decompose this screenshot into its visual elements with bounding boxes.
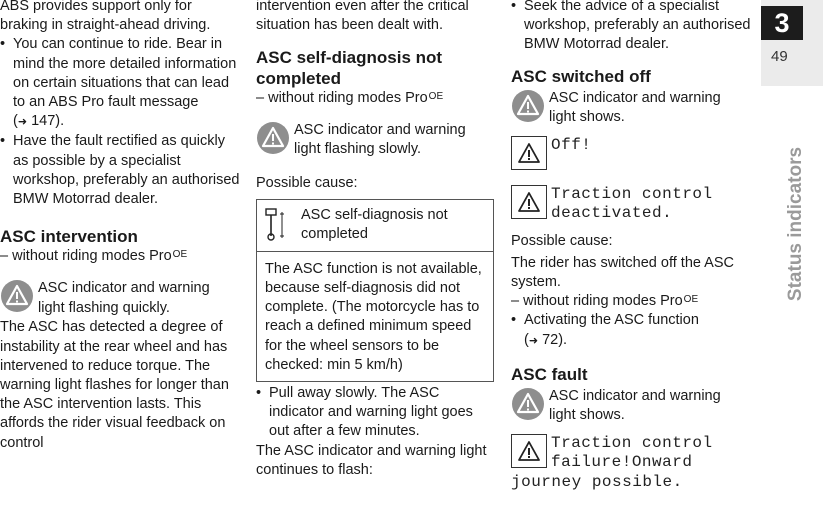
section-heading: ASC self-diagnosis not completed bbox=[256, 48, 443, 89]
display-text: Off! bbox=[551, 135, 592, 154]
possible-cause-label: Possible cause: bbox=[511, 232, 613, 249]
cause-table bbox=[256, 199, 494, 382]
indicator-row bbox=[511, 89, 751, 128]
indicator-text: ASC indicator and warning light flashing quickly. bbox=[38, 280, 210, 316]
indicator-text: ASC indicator and warning light shows. bbox=[549, 89, 721, 125]
table-title: ASC self-diagnosis not completed bbox=[301, 206, 448, 243]
arrow-icon: ➜ bbox=[528, 334, 539, 347]
arrow-icon: ➜ bbox=[17, 116, 28, 129]
warning-triangle-icon bbox=[511, 387, 545, 426]
display-text: journey possible. bbox=[511, 472, 683, 491]
body-text: The ASC indicator and warning light continues to flash: bbox=[256, 442, 487, 478]
display-message bbox=[511, 434, 751, 492]
indicator-text: ASC indicator and warning light flashing slowly. bbox=[294, 121, 466, 157]
display-text: Traction control deactivated. bbox=[551, 184, 713, 222]
chapter-number: 3 bbox=[761, 6, 803, 40]
section-heading: ASC fault bbox=[511, 364, 588, 384]
column-3 bbox=[511, 0, 751, 492]
warning-triangle-icon bbox=[0, 279, 34, 318]
warning-triangle-outline-icon bbox=[511, 434, 547, 473]
display-text: Traction control failure!Onward bbox=[551, 433, 713, 471]
section-heading: ASC switched off bbox=[511, 66, 651, 86]
column-1 bbox=[0, 0, 240, 453]
column-2 bbox=[256, 0, 496, 480]
page-reference[interactable]: (➜ 72). bbox=[524, 331, 568, 348]
body-text: The rider has switched off the ASC system. bbox=[511, 254, 734, 291]
possible-cause-label: Possible cause: bbox=[256, 174, 358, 191]
variant-note: – without riding modes Pro$^{OE}$ bbox=[256, 90, 444, 107]
list-item: • Activating the ASC function (➜ 72). bbox=[511, 311, 751, 350]
variant-note: – without riding modes Pro$^{OE}$ bbox=[0, 248, 188, 265]
indicator-row bbox=[256, 121, 496, 160]
list-item: • Pull away slowly. The ASC indicator and warning light goes out after a few minutes. bbox=[256, 384, 496, 442]
table-row bbox=[257, 200, 493, 252]
list-item: • Seek the advice of a specialist workshop, preferably an authorised BMW Motorrad dealer. bbox=[511, 0, 751, 55]
page-reference[interactable]: (➜ 147). bbox=[13, 113, 65, 130]
warning-triangle-icon bbox=[256, 121, 290, 160]
warning-triangle-outline-icon bbox=[511, 185, 547, 224]
warning-triangle-outline-icon bbox=[511, 136, 547, 175]
variant-note: – without riding modes Pro$^{OE}$ bbox=[511, 293, 699, 310]
indicator-text: ASC indicator and warning light shows. bbox=[549, 387, 721, 424]
list-item: • Have the fault rectified as quickly as possible by a specialist workshop, preferably an authorised BMW Motorrad dealer. bbox=[0, 132, 240, 209]
intro-text: ABS provides support only for braking in straight-ahead driving. bbox=[0, 0, 211, 34]
chapter-side-label: Status indicators bbox=[785, 146, 806, 302]
body-text: The ASC has detected a degree of instability at the rear wheel and has intervened to reduce torque. The warning light flashes for longer than the ASC intervention lasts. This affords the rider visual feedback on control bbox=[0, 319, 229, 451]
indicator-row bbox=[0, 279, 240, 318]
display-message bbox=[511, 136, 751, 175]
list-item: • You can continue to ride. Bear in mind the more detailed information on certain situations that can lead to an ABS Pro fault message (➜ 147). bbox=[0, 35, 240, 132]
section-heading: ASC intervention bbox=[0, 227, 138, 247]
display-message bbox=[511, 185, 751, 224]
page-number: 49 bbox=[771, 48, 788, 65]
warning-triangle-icon bbox=[511, 89, 545, 128]
table-text: The ASC function is not available, because self-diagnosis did not complete. (The motorcycle has to reach a defined minimum speed for the wheel sensors to be checked: min 5 km/h) bbox=[265, 260, 482, 373]
body-text: intervention even after the critical situation has been dealt with. bbox=[256, 0, 469, 34]
indicator-row bbox=[511, 387, 751, 426]
table-row bbox=[257, 252, 493, 381]
wrench-diagnosis-icon bbox=[263, 206, 289, 247]
